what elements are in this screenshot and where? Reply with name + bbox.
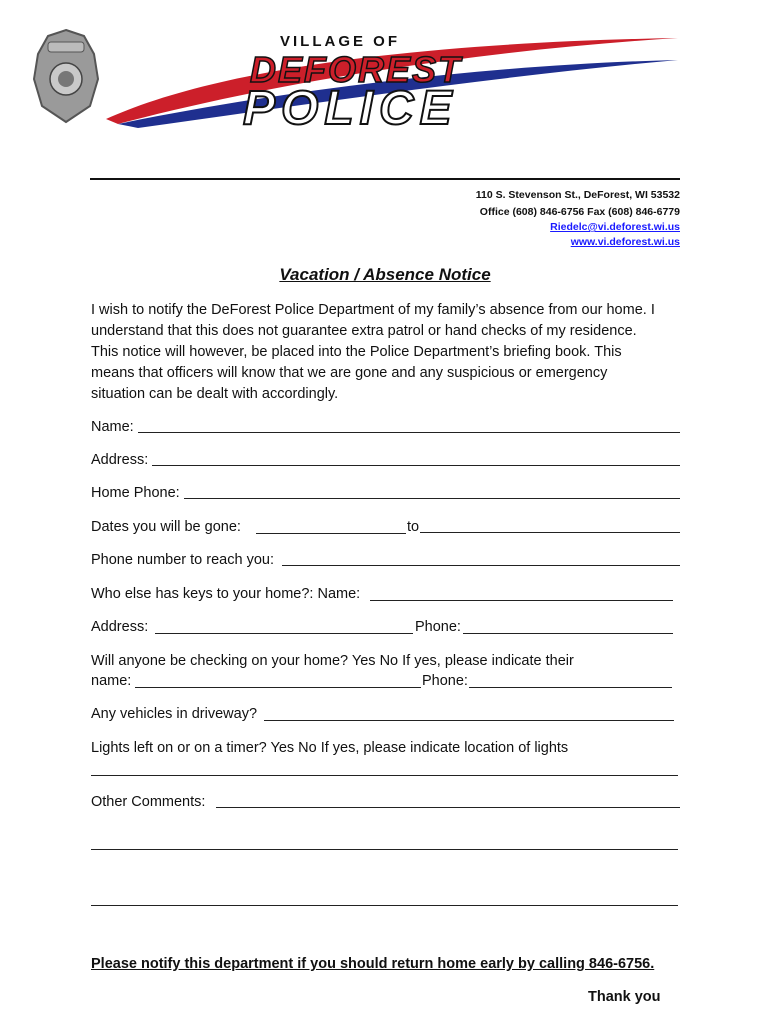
intro-line-4: means that officers will know that we are gone and any suspicious or emergency — [91, 365, 608, 381]
checking-name-field[interactable] — [135, 672, 421, 688]
keys-label: Who else has keys to your home?: Name: — [91, 586, 361, 602]
intro-line-5: situation can be dealt with accordingly. — [91, 386, 339, 402]
home-phone-label: Home Phone: — [91, 485, 180, 501]
intro-line-2: understand that this does not guarantee extra patrol or hand checks of my residence. — [91, 323, 637, 339]
thank-you: Thank you — [588, 989, 661, 1005]
page-title: Vacation / Absence Notice — [279, 265, 491, 284]
keys-phone-label: Phone: — [415, 619, 461, 635]
comments-label: Other Comments: — [91, 794, 206, 810]
checking-phone-field[interactable] — [469, 672, 672, 688]
vehicles-label: Any vehicles in driveway? — [91, 706, 258, 722]
dates-label: Dates you will be gone: — [91, 519, 241, 535]
vehicles-field[interactable] — [264, 705, 674, 721]
address-street: 110 S. Stevenson St., DeForest, WI 53532 — [475, 189, 680, 201]
checking-name-label: name: — [91, 673, 132, 689]
police-badge-icon — [34, 30, 98, 122]
logo-police: POLICE — [243, 82, 458, 134]
email-link[interactable]: Riedelc@vi.deforest.wi.us — [550, 221, 680, 233]
logo-deforest: DEFOREST — [250, 49, 463, 90]
checking-phone-label: Phone: — [422, 673, 468, 689]
date-to-field[interactable] — [420, 517, 680, 533]
home-phone-field[interactable] — [184, 483, 680, 499]
comments-field-3[interactable] — [91, 890, 678, 906]
reach-phone-label: Phone number to reach you: — [91, 552, 274, 568]
lights-field[interactable] — [91, 760, 678, 776]
return-notice: Please notify this department if you should return home early by calling 846-6756. — [91, 956, 655, 972]
comments-field-2[interactable] — [91, 834, 678, 850]
keys-address-field[interactable] — [155, 618, 413, 634]
intro-line-3: This notice will however, be placed into the Police Department’s briefing book. This — [91, 344, 622, 360]
header-divider — [90, 178, 680, 180]
name-label: Name: — [91, 419, 134, 435]
keys-name-field[interactable] — [370, 585, 673, 601]
checking-question: Will anyone be checking on your home? Yes No If yes, please indicate their — [91, 653, 574, 669]
dates-to-label: to — [407, 519, 420, 535]
logo-village-of: VILLAGE OF — [280, 33, 400, 50]
reach-phone-field[interactable] — [282, 550, 680, 566]
lights-label: Lights left on or on a timer? Yes No If yes, please indicate location of lights — [91, 740, 569, 756]
intro-line-1: I wish to notify the DeForest Police Department of my family’s absence from our home. I — [91, 302, 655, 318]
keys-phone-field[interactable] — [463, 618, 673, 634]
name-field[interactable] — [138, 417, 680, 433]
address-phones: Office (608) 846-6756 Fax (608) 846-6779 — [479, 206, 680, 218]
comments-field-1[interactable] — [216, 792, 680, 808]
address-label: Address: — [91, 452, 149, 468]
address-field[interactable] — [152, 450, 680, 466]
keys-address-label: Address: — [91, 619, 149, 635]
logo-graphic — [28, 24, 688, 134]
date-from-field[interactable] — [256, 518, 406, 534]
logo — [28, 24, 688, 134]
website-link[interactable]: www.vi.deforest.wi.us — [570, 236, 680, 248]
